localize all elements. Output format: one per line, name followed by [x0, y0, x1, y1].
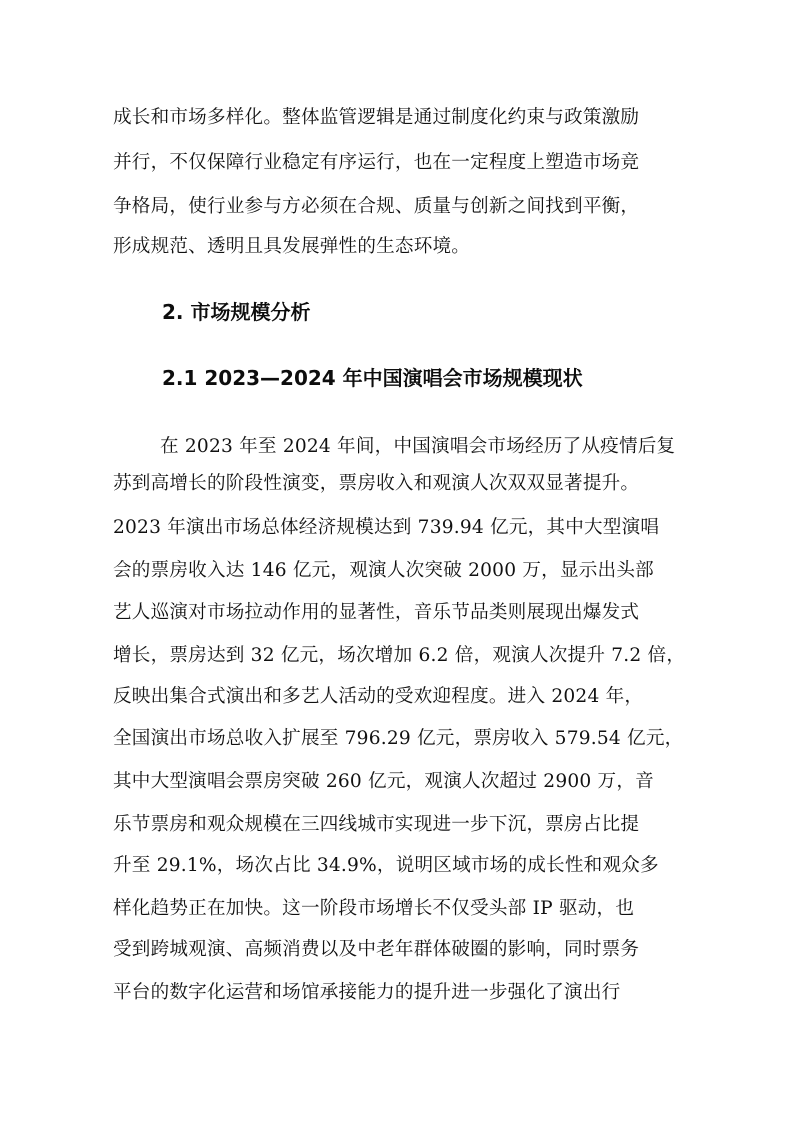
section-heading: 2. 市场规模分析 [162, 300, 311, 324]
body-line-4: 会的票房收入达 146 亿元，观演人次突破 2000 万，显示出头部 [113, 560, 654, 581]
body-line-12: 样化趋势正在加快。这一阶段市场增长不仅受头部 IP 驱动，也 [113, 898, 635, 919]
intro-line-3: 争格局，使行业参与方必须在合规、质量与创新之间找到平衡， [113, 196, 640, 217]
body-line-11: 升至 29.1%，场次占比 34.9%，说明区域市场的成长性和观众多 [113, 855, 659, 876]
subsection-heading: 2.1 2023—2024 年中国演唱会市场规模现状 [162, 366, 583, 390]
body-line-6: 增长，票房达到 32 亿元，场次增加 6.2 倍，观演人次提升 7.2 倍， [113, 645, 686, 666]
body-line-7: 反映出集合式演出和多艺人活动的受欢迎程度。进入 2024 年， [113, 686, 644, 707]
body-line-3: 2023 年演出市场总体经济规模达到 739.94 亿元，其中大型演唱 [113, 517, 660, 538]
intro-line-4: 形成规范、透明且具发展弹性的生态环境。 [113, 236, 471, 257]
body-line-10: 乐节票房和观众规模在三四线城市实现进一步下沉，票房占比提 [113, 814, 640, 835]
body-line-14: 平台的数字化运营和场馆承接能力的提升进一步强化了演出行 [113, 982, 621, 1003]
intro-line-1: 成长和市场多样化。整体监管逻辑是通过制度化约束与政策激励 [113, 107, 640, 128]
body-line-1: 在 2023 年至 2024 年间，中国演唱会市场经历了从疫情后复 [160, 436, 676, 457]
body-line-5: 艺人巡演对市场拉动作用的显著性，音乐节品类则展现出爆发式 [113, 602, 640, 623]
body-line-13: 受到跨城观演、高频消费以及中老年群体破圈的影响，同时票务 [113, 939, 640, 960]
body-line-8: 全国演出市场总收入扩展至 796.29 亿元，票房收入 579.54 亿元， [113, 728, 684, 749]
body-line-9: 其中大型演唱会票房突破 260 亿元，观演人次超过 2900 万，音 [113, 771, 654, 792]
intro-line-2: 并行，不仅保障行业稳定有序运行，也在一定程度上塑造市场竞 [113, 152, 640, 173]
body-line-2: 苏到高增长的阶段性演变，票房收入和观演人次双双显著提升。 [113, 473, 640, 494]
